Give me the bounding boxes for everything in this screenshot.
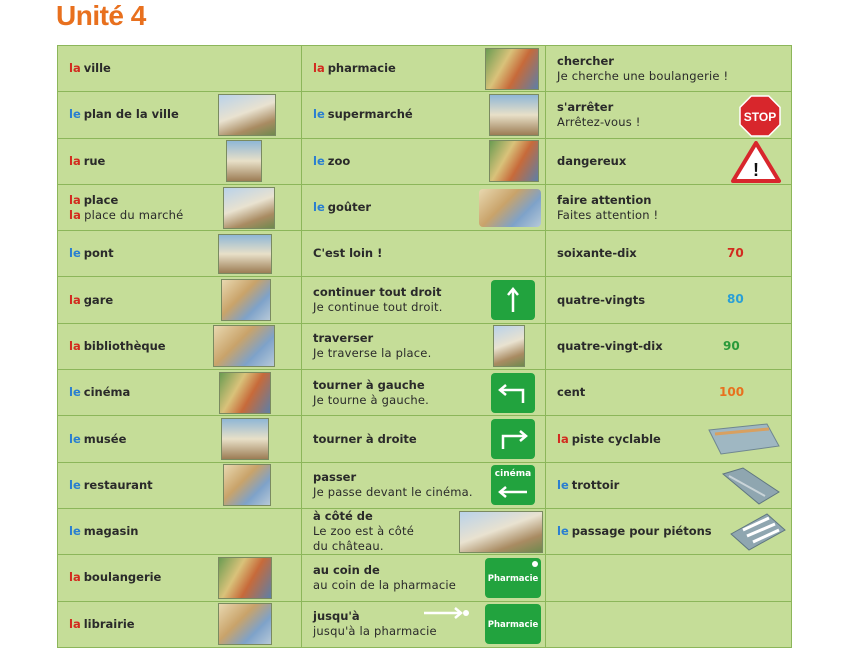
vocab-boulangerie: la boulangerie xyxy=(58,555,302,601)
sidewalk-icon xyxy=(719,466,781,506)
svg-text:!: ! xyxy=(753,159,759,180)
arrow-right-icon xyxy=(422,606,470,620)
table-row xyxy=(58,323,792,369)
vocab-plan-de-la-ville: le plan de la ville xyxy=(58,92,302,138)
station-image xyxy=(221,279,271,321)
table-row xyxy=(58,555,792,601)
vocab-cent: cent 100 xyxy=(546,370,792,416)
vocab-trottoir: le trottoir xyxy=(546,462,792,508)
vocab-passage-pour-pietons: le passage pour piétons xyxy=(546,508,792,554)
straight-arrow-sign xyxy=(491,280,535,320)
dot-icon xyxy=(532,561,538,567)
pharmacy-sign xyxy=(485,558,541,598)
crosswalk-icon xyxy=(729,512,787,552)
market-square-image xyxy=(223,187,275,229)
cinema-sign-label: cinéma xyxy=(494,469,532,480)
arrow-turn-right-icon xyxy=(491,419,535,459)
bakery-image xyxy=(218,557,272,599)
vocab-a-cote-de: à côté de Le zoo est à côté du château. xyxy=(302,508,546,554)
cinema-image xyxy=(219,372,271,414)
vocab-quatre-vingt-dix: quatre-vingt-dix 90 xyxy=(546,323,792,369)
pharmacy-image xyxy=(485,48,539,90)
restaurant-image xyxy=(223,464,271,506)
pharmacy-sign-label: Pharmacie xyxy=(487,620,539,631)
vocab-magasin: le magasin xyxy=(58,508,302,554)
street-image xyxy=(226,140,262,182)
empty-cell xyxy=(546,555,792,601)
arrow-left-icon xyxy=(491,482,535,502)
table-row xyxy=(58,370,792,416)
empty-cell xyxy=(546,601,792,647)
vocab-zoo: le zoo xyxy=(302,138,546,184)
arrow-turn-left-icon xyxy=(491,373,535,413)
number-90: 90 xyxy=(723,338,740,353)
vocab-cest-loin: C'est loin ! xyxy=(302,231,546,277)
svg-text:STOP: STOP xyxy=(743,110,777,125)
number-70: 70 xyxy=(727,246,744,261)
vocab-bibliotheque: la bibliothèque xyxy=(58,323,302,369)
vocab-tourner-a-gauche: tourner à gauche Je tourne à gauche. xyxy=(302,370,546,416)
pharmacy-sign xyxy=(485,604,541,644)
stop-sign-icon xyxy=(739,95,781,137)
vocab-cinema: le cinéma xyxy=(58,370,302,416)
vocab-sarreter: s'arrêter Arrêtez-vous ! STOP xyxy=(546,92,792,138)
vocab-musee: le musée xyxy=(58,416,302,462)
library-image xyxy=(213,325,275,367)
vocab-quatre-vingts: quatre-vingts 80 xyxy=(546,277,792,323)
vocab-pharmacie: la pharmacie xyxy=(302,46,546,92)
turn-right-sign xyxy=(491,419,535,459)
table-row xyxy=(58,46,792,92)
vocab-place: la place la place du marché xyxy=(58,184,302,230)
table-row xyxy=(58,231,792,277)
vocabulary-table xyxy=(57,45,792,648)
vocab-chercher: chercher Je cherche une boulangerie ! xyxy=(546,46,792,92)
arrow-up-icon xyxy=(491,280,535,320)
vocab-passer: passer Je passe devant le cinéma. cinéma xyxy=(302,462,546,508)
vocab-librairie: la librairie xyxy=(58,601,302,647)
table-row xyxy=(58,184,792,230)
vocab-supermarche: le supermarché xyxy=(302,92,546,138)
table-row xyxy=(58,92,792,138)
bridge-image xyxy=(218,234,272,274)
vocab-soixante-dix: soixante-dix 70 xyxy=(546,231,792,277)
vocab-tourner-a-droite: tourner à droite xyxy=(302,416,546,462)
number-80: 80 xyxy=(727,292,744,307)
vocab-rue: la rue xyxy=(58,138,302,184)
vocab-piste-cyclable: la piste cyclable xyxy=(546,416,792,462)
vocab-gare: la gare xyxy=(58,277,302,323)
supermarket-image xyxy=(489,94,539,136)
pharmacy-sign-label: Pharmacie xyxy=(487,573,539,584)
castle-image xyxy=(459,511,543,553)
vocab-ville: la ville xyxy=(58,46,302,92)
vocab-faire-attention: faire attention Faites attention ! xyxy=(546,184,792,230)
turn-left-sign xyxy=(491,373,535,413)
vocab-gouter: le goûter xyxy=(302,184,546,230)
number-100: 100 xyxy=(719,385,745,400)
bike-lane-icon xyxy=(707,420,781,458)
table-row xyxy=(58,416,792,462)
danger-sign-icon xyxy=(731,141,781,183)
city-map-image xyxy=(218,94,276,136)
page-title: Unité 4 xyxy=(56,0,146,31)
table-row xyxy=(58,138,792,184)
zoo-image xyxy=(489,140,539,182)
vocab-restaurant: le restaurant xyxy=(58,462,302,508)
vocab-jusqua: jusqu'à jusqu'à la pharmacie Pharmacie xyxy=(302,601,546,647)
vocab-dangereux: dangereux ! xyxy=(546,138,792,184)
crossing-image xyxy=(493,325,525,367)
museum-image xyxy=(221,418,269,460)
table-row xyxy=(58,462,792,508)
vocab-au-coin-de: au coin de au coin de la pharmacie Pharmacie xyxy=(302,555,546,601)
vocab-pont: le pont xyxy=(58,231,302,277)
table-row xyxy=(58,601,792,647)
vocab-traverser: traverser Je traverse la place. xyxy=(302,323,546,369)
table-row xyxy=(58,508,792,554)
cinema-sign xyxy=(491,465,535,505)
snack-image xyxy=(479,189,541,227)
vocab-continuer-tout-droit: continuer tout droit Je continue tout droit. xyxy=(302,277,546,323)
table-row xyxy=(58,277,792,323)
